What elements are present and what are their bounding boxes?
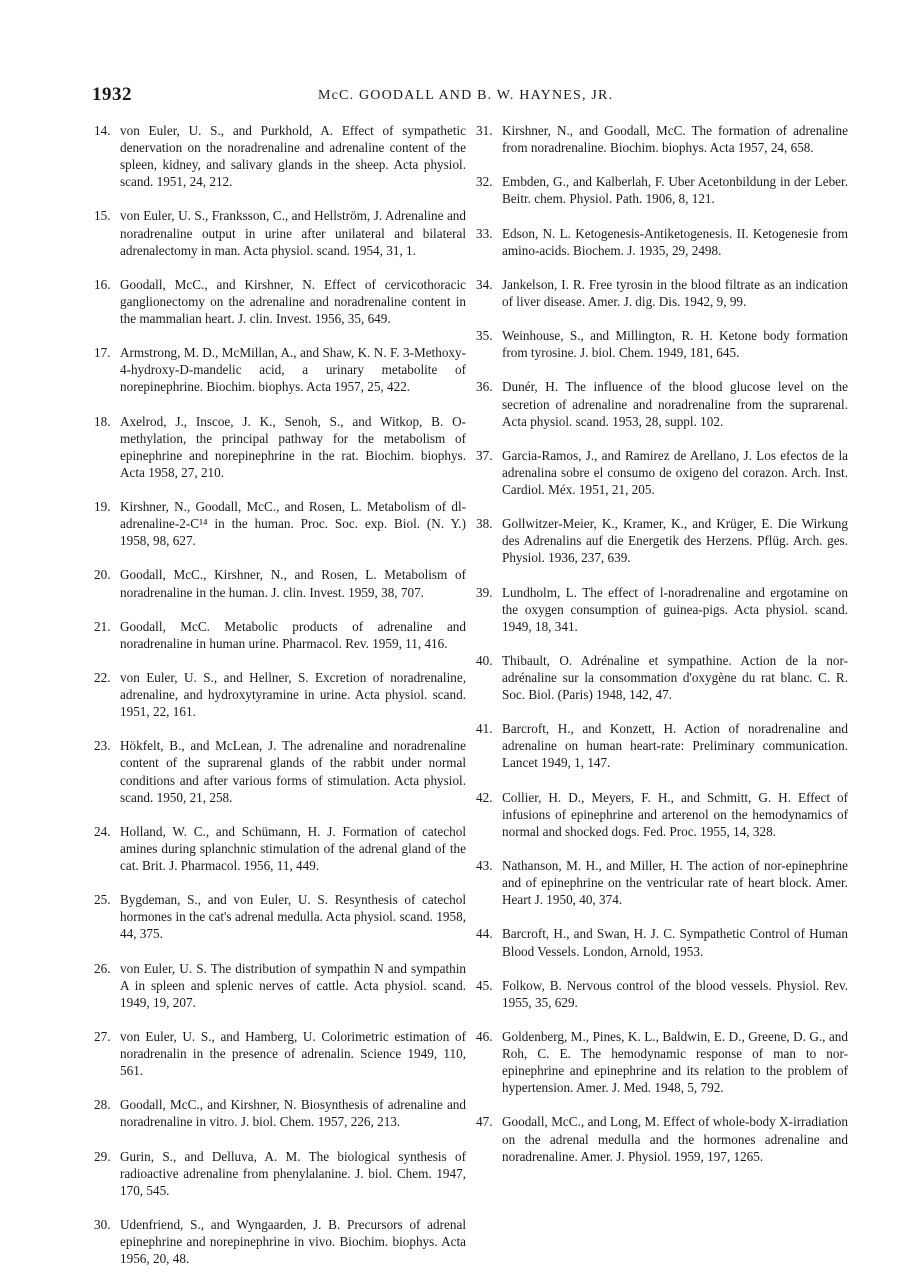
reference-item <box>476 122 848 156</box>
reference-item <box>94 1148 466 1199</box>
reference-number: 25. <box>94 892 111 908</box>
reference-text: von Euler, U. S., Franksson, C., and Hellström, J. Adrenaline and noradrenaline output in urine after unilateral and bilateral adrenalectomy in man. Acta physiol. scand. 1954, 31, 1. <box>120 208 466 258</box>
reference-number: 24. <box>94 823 111 839</box>
reference-number: 14. <box>94 123 111 138</box>
page-number: 1932 <box>92 84 132 105</box>
reference-text: von Euler, U. S. The distribution of sympathin N and sympathin A in spleen and splenic nerves of cattle. Acta physiol. scand. 1949, 19, 207. <box>120 960 466 1010</box>
reference-text: Udenfriend, S., and Wyngaarden, J. B. Precursors of adrenal epinephrine and norepinephrine in vivo. Biochim. biophys. Acta 1956, 20, 48. <box>120 1217 466 1267</box>
reference-number: 26. <box>94 960 111 976</box>
reference-number: 46. <box>476 1028 493 1044</box>
reference-item <box>94 823 466 874</box>
reference-item <box>476 173 848 207</box>
reference-text: Garcia-Ramos, J., and Ramirez de Arellano, J. Los efectos de la adrenalina sobre el consumo de oxigeno del corazon. Arch. Inst. Cardiol. Méx. 1951, 21, 205. <box>502 447 848 497</box>
reference-number: 47. <box>476 1114 493 1130</box>
reference-item <box>94 960 466 1011</box>
reference-item <box>94 344 466 395</box>
reference-number: 31. <box>476 123 493 138</box>
reference-text: Barcroft, H., and Konzett, H. Action of noradrenaline and adrenaline on human heart-rate: Preliminary communication. Lancet 1949, 1, 147. <box>502 721 848 771</box>
reference-text: Barcroft, H., and Swan, H. J. C. Sympathetic Control of Human Blood Vessels. London, Arnold, 1953. <box>502 926 848 959</box>
reference-number: 32. <box>476 174 493 190</box>
reference-number: 34. <box>476 276 493 292</box>
reference-number: 28. <box>94 1097 111 1113</box>
reference-text: Embden, G., and Kalberlah, F. Uber Acetonbildung in der Leber. Beitr. chem. Physiol. Path. 1906, 8, 121. <box>502 174 848 207</box>
reference-text: Thibault, O. Adrénaline et sympathine. Action de la nor-adrénaline sur la consommation d'oxygène du rat blanc. C. R. Soc. Biol. (Paris) 1948, 142, 47. <box>502 652 848 703</box>
reference-number: 30. <box>94 1217 111 1232</box>
reference-item <box>476 584 848 635</box>
reference-text: von Euler, U. S., and Hellner, S. Excretion of noradrenaline, adrenaline, and hydroxytyramine in urine. Acta physiol. scand. 1951, 22, 161. <box>120 670 466 720</box>
reference-item <box>94 1216 466 1267</box>
reference-item <box>94 122 466 190</box>
reference-number: 41. <box>476 721 493 737</box>
reference-text: Lundholm, L. The effect of l-noradrenaline and ergotamine on the oxygen consumption of guinea-pigs. Acta physiol. scand. 1949, 18, 341. <box>502 584 848 634</box>
reference-item <box>94 207 466 258</box>
reference-number: 37. <box>476 447 493 463</box>
reference-item <box>94 1096 466 1130</box>
reference-text: Goodall, McC., Kirshner, N., and Rosen, L. Metabolism of noradrenaline in the human. J. clin. Invest. 1959, 38, 707. <box>120 567 466 600</box>
reference-number: 36. <box>476 379 493 395</box>
reference-text: Nathanson, M. H., and Miller, H. The action of nor-epinephrine and of epinephrine on the ventricular rate of heart block. Amer. Heart J. 1950, 40, 374. <box>502 858 848 908</box>
reference-text: Weinhouse, S., and Millington, R. H. Ketone body formation from tyrosine. J. biol. Chem. 1949, 181, 645. <box>502 328 848 361</box>
reference-item <box>476 327 848 361</box>
reference-text: von Euler, U. S., and Purkhold, A. Effect of sympathetic denervation on the noradrenaline and adrenaline content of the spleen, kidney, and salivary glands in the sheep. Acta physiol. scand. 1951, 24, 212. <box>120 123 466 190</box>
references-right-column <box>476 122 848 1182</box>
reference-item <box>476 789 848 840</box>
reference-text: Goodall, McC. Metabolic products of adrenaline and noradrenaline in human urine. Pharmacol. Rev. 1959, 11, 416. <box>120 618 466 651</box>
reference-item <box>476 276 848 310</box>
reference-number: 17. <box>94 345 111 361</box>
reference-text: Kirshner, N., and Goodall, McC. The formation of adrenaline from noradrenaline. Biochim. biophys. Acta 1957, 24, 658. <box>502 123 848 156</box>
reference-text: von Euler, U. S., and Hamberg, U. Colorimetric estimation of noradrenalin in the presence of adrenalin. Science 1949, 110, 561. <box>120 1028 466 1079</box>
reference-number: 21. <box>94 618 111 634</box>
reference-number: 38. <box>476 516 493 532</box>
reference-item <box>94 1028 466 1079</box>
reference-item <box>94 566 466 600</box>
reference-number: 43. <box>476 858 493 874</box>
reference-number: 45. <box>476 977 493 993</box>
reference-number: 33. <box>476 225 493 241</box>
references-left-column <box>94 122 466 1284</box>
reference-text: Gurin, S., and Delluva, A. M. The biological synthesis of radioactive adrenaline from phenylalanine. J. biol. Chem. 1947, 170, 545. <box>120 1148 466 1198</box>
reference-text: Holland, W. C., and Schümann, H. J. Formation of catechol amines during splanchnic stimulation of the adrenal gland of the cat. Brit. J. Pharmacol. 1956, 11, 449. <box>120 823 466 874</box>
reference-number: 42. <box>476 789 493 805</box>
reference-number: 15. <box>94 208 111 224</box>
reference-item <box>476 447 848 498</box>
reference-item <box>476 925 848 959</box>
reference-text: Edson, N. L. Ketogenesis-Antiketogenesis. II. Ketogenesie from amino-acids. Biochem. J. 1935, 29, 2498. <box>502 225 848 258</box>
reference-item <box>476 1113 848 1164</box>
reference-text: Armstrong, M. D., McMillan, A., and Shaw, K. N. F. 3-Methoxy-4-hydroxy-D-mandelic acid, a urinary metabolite of norepinephrine. Biochim. biophys. Acta 1957, 25, 422. <box>120 345 466 395</box>
reference-number: 16. <box>94 276 111 292</box>
reference-text: Folkow, B. Nervous control of the blood vessels. Physiol. Rev. 1955, 35, 629. <box>502 977 848 1010</box>
reference-item <box>476 977 848 1011</box>
reference-item <box>94 618 466 652</box>
reference-text: Goodall, McC., and Kirshner, N. Biosynthesis of adrenaline and noradrenaline in vitro. J. biol. Chem. 1957, 226, 213. <box>120 1097 466 1130</box>
reference-text: Kirshner, N., Goodall, McC., and Rosen, L. Metabolism of dl-adrenaline-2-C¹⁴ in the human. Proc. Soc. exp. Biol. (N. Y.) 1958, 98, 627. <box>120 499 466 549</box>
reference-number: 44. <box>476 926 493 942</box>
reference-number: 22. <box>94 670 111 685</box>
reference-text: Dunér, H. The influence of the blood glucose level on the secretion of adrenaline and noradrenaline from the suprarenal. Acta physiol. scand. 1953, 28, suppl. 102. <box>502 379 848 429</box>
reference-text: Collier, H. D., Meyers, F. H., and Schmitt, G. H. Effect of infusions of epinephrine and arterenol on the hemodynamics of normal and shocked dogs. Fed. Proc. 1955, 14, 328. <box>502 789 848 839</box>
reference-item <box>94 498 466 549</box>
reference-item <box>476 225 848 259</box>
reference-item <box>476 720 848 771</box>
running-head: McC. GOODALL AND B. W. HAYNES, JR. <box>318 88 614 103</box>
reference-text: Gollwitzer-Meier, K., Kramer, K., and Krüger, E. Die Wirkung des Adrenalins auf die Energetik des Herzens. Pflüg. Arch. ges. Physiol. 1936, 237, 639. <box>502 516 848 566</box>
reference-number: 35. <box>476 328 493 344</box>
reference-number: 20. <box>94 567 111 583</box>
reference-item <box>476 652 848 703</box>
reference-number: 27. <box>94 1028 111 1044</box>
reference-text: Jankelson, I. R. Free tyrosin in the blood filtrate as an indication of liver disease. Amer. J. dig. Dis. 1942, 9, 99. <box>502 276 848 309</box>
reference-number: 39. <box>476 584 493 600</box>
reference-item <box>94 891 466 942</box>
reference-text: Bygdeman, S., and von Euler, U. S. Resynthesis of catechol hormones in the cat's adrenal medulla. Acta physiol. scand. 1958, 44, 375. <box>120 892 466 942</box>
reference-number: 23. <box>94 738 111 754</box>
reference-item <box>94 737 466 805</box>
reference-text: Hökfelt, B., and McLean, J. The adrenaline and noradrenaline content of the suprarenal glands of the rabbit under normal conditions and after various forms of stimulation. Acta physiol. scand. 1950, 21, 258. <box>120 738 466 805</box>
reference-item <box>476 857 848 908</box>
reference-text: Goldenberg, M., Pines, K. L., Baldwin, E. D., Greene, D. G., and Roh, C. E. The hemodynamic response of man to nor-epinephrine and epinephrine and its relation to the problem of hypertension. Amer. J. Med. 1948, 5, 792. <box>502 1028 848 1096</box>
reference-item <box>94 276 466 327</box>
reference-text: Goodall, McC., and Kirshner, N. Effect of cervicothoracic ganglionectomy on the adrenaline and noradrenaline content in the mammalian heart. J. clin. Invest. 1956, 35, 649. <box>120 276 466 327</box>
reference-text: Goodall, McC., and Long, M. Effect of whole-body X-irradiation on the adrenal medulla and the hormones adrenaline and noradrenaline. Amer. J. Physiol. 1959, 197, 1265. <box>502 1114 848 1164</box>
reference-text: Axelrod, J., Inscoe, J. K., Senoh, S., and Witkop, B. O-methylation, the principal pathway for the metabolism of epinephrine and norepinephrine in the rat. Biochim. biophys. Acta 1958, 27, 210. <box>120 413 466 480</box>
reference-item <box>94 669 466 720</box>
reference-item <box>476 1028 848 1096</box>
reference-number: 19. <box>94 499 111 515</box>
reference-number: 18. <box>94 413 111 429</box>
reference-item <box>94 413 466 481</box>
reference-number: 29. <box>94 1148 111 1164</box>
reference-item <box>476 515 848 566</box>
reference-number: 40. <box>476 652 493 668</box>
reference-item <box>476 378 848 429</box>
